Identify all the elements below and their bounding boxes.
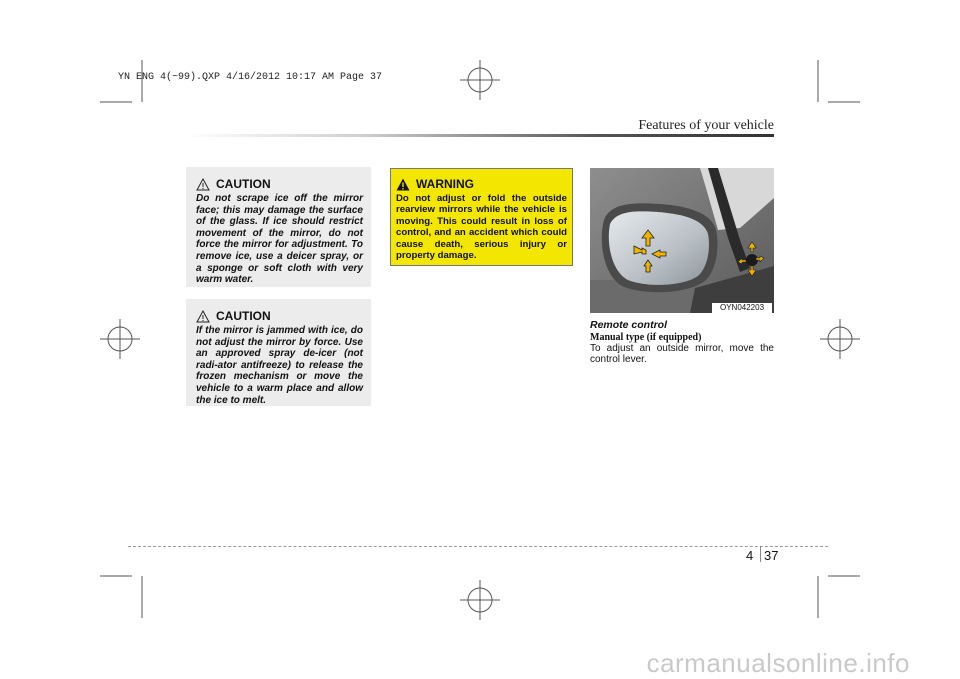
page-number-separator	[760, 546, 761, 562]
figure-code-label: OYN042203	[712, 303, 772, 313]
watermark-text: carmanualsonline.info	[646, 648, 910, 678]
warning-text: Do not adjust or fold the outside rearview mirrors while the vehicle is moving. This could result in loss of control, and an accident which could cause death, serious injury or property damage.	[396, 193, 567, 262]
print-file-info: YN ENG 4(~99).QXP 4/16/2012 10:17 AM Page 37	[118, 72, 383, 83]
subheading-remote-control: Remote control	[590, 319, 668, 331]
page-number: 37	[764, 548, 779, 563]
caution-triangle-icon	[196, 178, 210, 191]
caution-box-jammed-mirror	[186, 299, 371, 406]
header-rule	[186, 134, 774, 137]
warning-box	[390, 168, 573, 266]
caution-heading-text: CAUTION	[216, 309, 271, 323]
caution-heading	[196, 309, 363, 323]
warning-heading	[396, 177, 567, 191]
chapter-number: 4	[746, 548, 754, 563]
subheading-manual-type: Manual type (if equipped)	[590, 332, 702, 343]
footer-divider	[128, 546, 828, 547]
caution-text: Do not scrape ice off the mirror face; this may damage the surface of the glass. If ice should restrict movement of the mirror, do not force the mirror for adjustment. To remove ice, use a deicer spray, or a sponge or soft cloth with very warm water.	[196, 193, 363, 286]
body-paragraph: To adjust an outside mirror, move the control lever.	[590, 343, 774, 365]
caution-heading	[196, 177, 363, 191]
section-title: Features of your vehicle	[638, 118, 774, 133]
warning-heading-text: WARNING	[416, 177, 474, 191]
warning-triangle-icon	[396, 178, 410, 191]
caution-heading-text: CAUTION	[216, 177, 271, 191]
outside-mirror-photo	[590, 168, 774, 313]
caution-box-ice-scrape	[186, 167, 371, 287]
caution-text: If the mirror is jammed with ice, do not adjust the mirror by force. Use an approved spray de-icer (not radi-ator antifreeze) to release the frozen mechanism or move the vehicle to a warm place and allow the ice to melt.	[196, 325, 363, 406]
caution-triangle-icon	[196, 310, 210, 323]
